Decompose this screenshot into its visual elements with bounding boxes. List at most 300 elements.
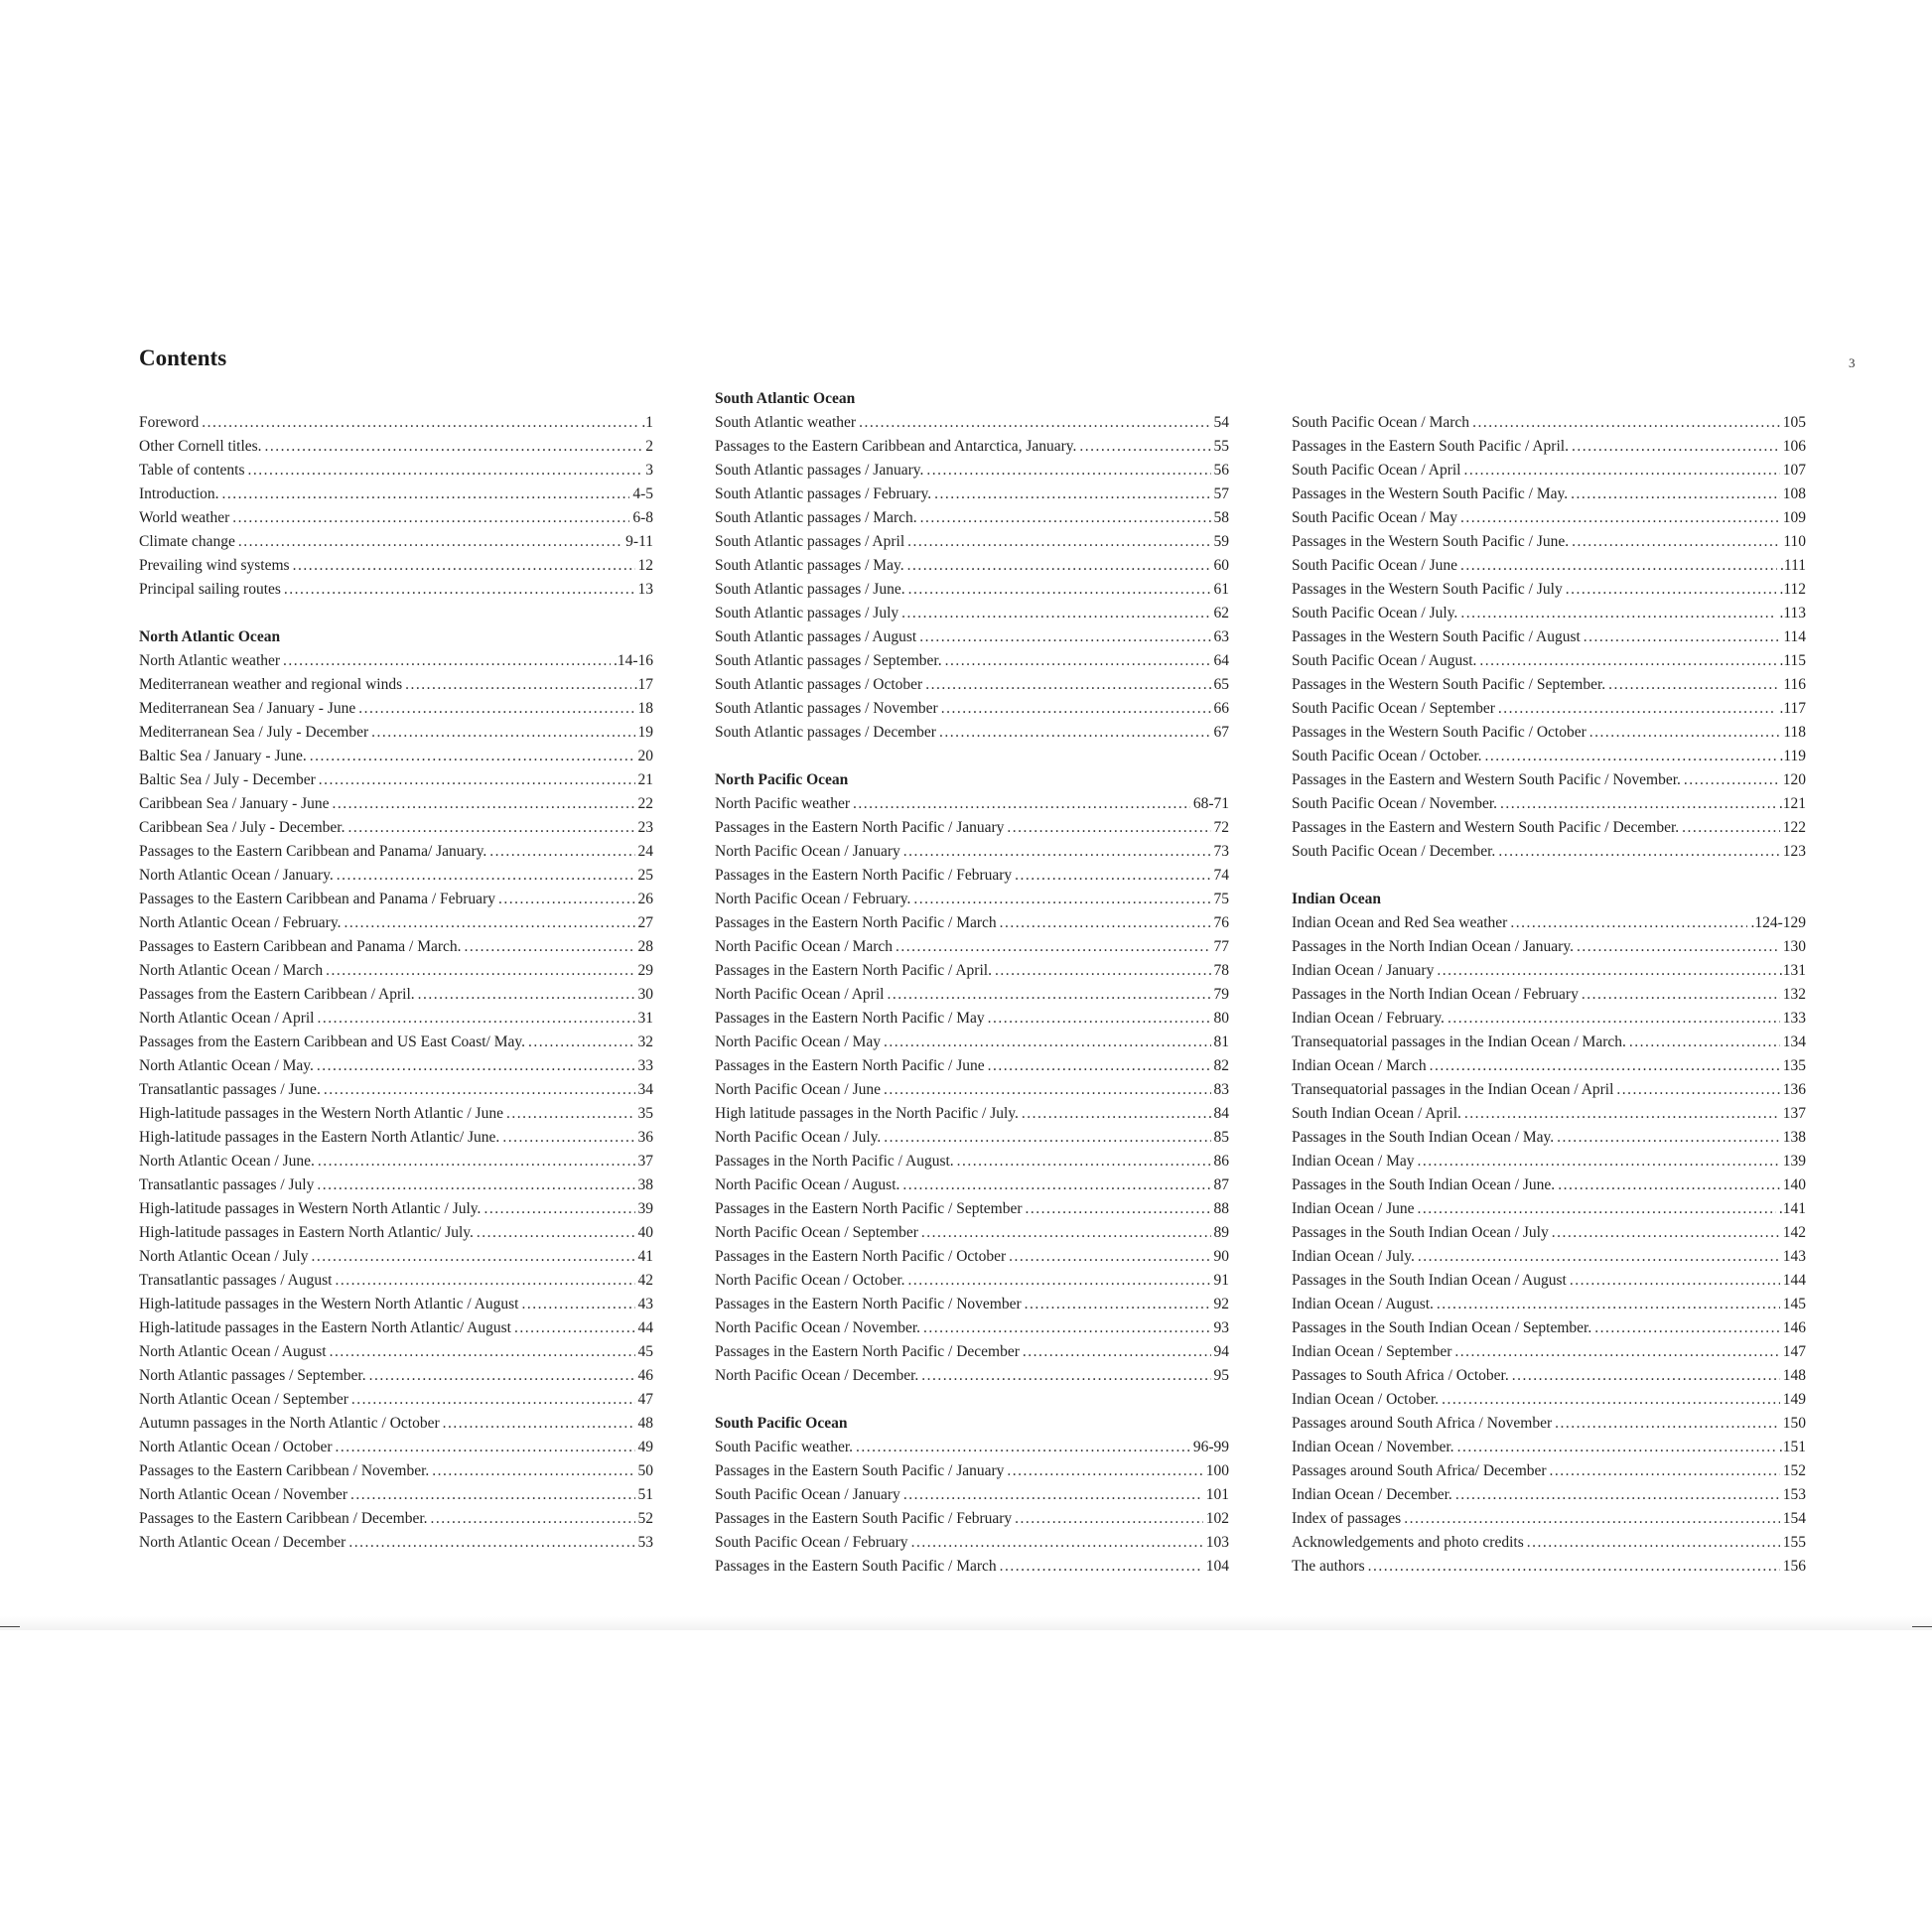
toc-entry[interactable] — [139, 1340, 653, 1364]
toc-entry-page-number: .17 — [633, 676, 653, 693]
toc-entry[interactable] — [715, 983, 1229, 1007]
toc-entry-page-number: 12 — [637, 557, 653, 574]
toc-entry[interactable] — [1292, 506, 1806, 530]
toc-entry[interactable] — [1292, 697, 1806, 721]
toc-entry[interactable] — [715, 1531, 1229, 1555]
dot-leader — [1437, 1293, 1780, 1316]
toc-entry-title: South Pacific Ocean / April — [1292, 462, 1461, 479]
toc-entry[interactable] — [1292, 625, 1806, 649]
section-spacer — [715, 745, 1229, 768]
toc-entry[interactable] — [715, 411, 1229, 435]
toc-entry[interactable] — [1292, 1364, 1806, 1388]
toc-entry[interactable] — [139, 1507, 653, 1531]
toc-entry-title: Passages in the Western South Pacific / August — [1292, 628, 1581, 645]
toc-entry[interactable] — [139, 864, 653, 888]
toc-entry[interactable] — [139, 1316, 653, 1340]
toc-entry-page-number: 6-8 — [632, 509, 653, 526]
toc-entry[interactable] — [139, 1364, 653, 1388]
toc-entry-title: South Atlantic passages / September. — [715, 652, 942, 669]
toc-entry-title: North Pacific Ocean / March — [715, 938, 894, 955]
toc-entry[interactable] — [715, 578, 1229, 602]
toc-entry[interactable] — [139, 459, 653, 483]
toc-entry-page-number: 61 — [1213, 581, 1229, 598]
toc-entry-page-number: 155 — [1782, 1534, 1806, 1551]
dot-leader — [1460, 554, 1777, 578]
toc-entry[interactable] — [715, 530, 1229, 554]
toc-entry[interactable] — [715, 625, 1229, 649]
toc-entry-title: Passages in the Eastern North Pacific / October — [715, 1248, 1007, 1265]
toc-entry-title: North Atlantic Ocean / June. — [139, 1153, 315, 1170]
toc-entry-page-number: .151 — [1778, 1439, 1806, 1455]
toc-entry-page-number: 49 — [637, 1439, 653, 1455]
toc-entry[interactable] — [1292, 792, 1806, 816]
dot-leader — [907, 530, 1210, 554]
toc-entry-title: North Pacific Ocean / January — [715, 843, 900, 860]
toc-entry-title: Passages in the South Indian Ocean / September. — [1292, 1319, 1592, 1336]
toc-entry[interactable] — [1292, 1031, 1806, 1054]
dot-leader — [941, 697, 1211, 721]
dot-leader — [887, 983, 1210, 1007]
toc-entry[interactable] — [139, 1412, 653, 1436]
toc-entry[interactable] — [139, 959, 653, 983]
toc-entry[interactable] — [715, 911, 1229, 935]
toc-entry-title: Passages in the North Indian Ocean / February — [1292, 986, 1579, 1003]
dot-leader — [1460, 602, 1776, 625]
toc-entry[interactable] — [715, 649, 1229, 673]
toc-entry[interactable] — [1292, 1459, 1806, 1483]
toc-entry[interactable] — [139, 721, 653, 745]
toc-entry[interactable] — [715, 840, 1229, 864]
toc-entry[interactable] — [1292, 1150, 1806, 1173]
toc-entry-title: Passages in the Eastern North Pacific / April. — [715, 962, 992, 979]
toc-entry[interactable] — [1292, 1102, 1806, 1126]
toc-entry[interactable] — [1292, 459, 1806, 483]
toc-entry-title: North Atlantic Ocean / February. — [139, 914, 342, 931]
dot-leader — [202, 411, 638, 435]
toc-entry-title: North Pacific Ocean / August. — [715, 1176, 900, 1193]
dot-leader — [1550, 1459, 1780, 1483]
toc-entry[interactable] — [715, 1316, 1229, 1340]
toc-entry[interactable] — [1292, 1173, 1806, 1197]
toc-entry[interactable] — [139, 1078, 653, 1102]
toc-entry[interactable] — [715, 1436, 1229, 1459]
toc-entry[interactable] — [715, 554, 1229, 578]
dot-leader — [311, 1245, 634, 1269]
toc-entry-page-number: 140 — [1782, 1176, 1806, 1193]
toc-entry[interactable] — [139, 1102, 653, 1126]
toc-entry[interactable] — [1292, 768, 1806, 792]
toc-entry-page-number: 29 — [637, 962, 653, 979]
toc-entry[interactable] — [139, 1197, 653, 1221]
toc-entry-title: North Pacific Ocean / December. — [715, 1367, 919, 1384]
dot-leader — [405, 673, 631, 697]
dot-leader — [856, 1436, 1190, 1459]
toc-entry-page-number: 100 — [1205, 1462, 1229, 1479]
toc-entry-page-number: 45 — [637, 1343, 653, 1360]
toc-entry[interactable] — [715, 1078, 1229, 1102]
dot-leader — [431, 1507, 635, 1531]
dot-leader — [1464, 1102, 1780, 1126]
toc-entry-page-number: 30 — [637, 986, 653, 1003]
dot-leader — [1454, 1340, 1779, 1364]
toc-entry[interactable] — [139, 1221, 653, 1245]
dot-leader — [1557, 1126, 1780, 1150]
toc-entry[interactable] — [1292, 745, 1806, 768]
toc-entry[interactable] — [139, 1054, 653, 1078]
toc-entry[interactable] — [715, 888, 1229, 911]
dot-leader — [265, 435, 643, 459]
toc-entry[interactable] — [139, 554, 653, 578]
toc-entry-title: Passages to Eastern Caribbean and Panama / March. — [139, 938, 462, 955]
toc-entry-page-number: 136 — [1782, 1081, 1806, 1098]
toc-entry[interactable] — [139, 1126, 653, 1150]
toc-entry[interactable] — [715, 1054, 1229, 1078]
toc-entry[interactable] — [715, 459, 1229, 483]
toc-entry-title: High-latitude passages in Western North Atlantic / July. — [139, 1200, 482, 1217]
toc-entry-page-number: 138 — [1782, 1129, 1806, 1146]
toc-entry-page-number: 84 — [1213, 1105, 1229, 1122]
toc-entry[interactable] — [139, 1293, 653, 1316]
toc-entry-page-number: 95 — [1213, 1367, 1229, 1384]
toc-entry-title: Other Cornell titles. — [139, 438, 262, 455]
toc-entry-title: Index of passages — [1292, 1510, 1402, 1527]
toc-entry[interactable] — [1292, 1388, 1806, 1412]
toc-entry[interactable] — [715, 1340, 1229, 1364]
toc-entry-page-number: 96-99 — [1192, 1439, 1229, 1455]
toc-entry-title: Passages to the Eastern Caribbean and Antarctica, January. — [715, 438, 1077, 455]
toc-entry-page-number: 79 — [1213, 986, 1229, 1003]
toc-entry-title: Indian Ocean / July. — [1292, 1248, 1415, 1265]
dot-leader — [1007, 816, 1210, 840]
toc-entry[interactable] — [715, 1126, 1229, 1150]
toc-entry[interactable] — [1292, 483, 1806, 506]
toc-entry-title: North Atlantic Ocean / November — [139, 1486, 348, 1503]
toc-entry-page-number: 67 — [1213, 724, 1229, 741]
toc-entry[interactable] — [139, 745, 653, 768]
dot-leader — [336, 1436, 635, 1459]
toc-entry-page-number: 103 — [1205, 1534, 1229, 1551]
toc-entry-title: Passages in the Eastern South Pacific / April. — [1292, 438, 1569, 455]
toc-entry[interactable] — [1292, 816, 1806, 840]
toc-entry-title: Transatlantic passages / July — [139, 1176, 315, 1193]
toc-entry[interactable] — [1292, 673, 1806, 697]
dot-leader — [957, 1150, 1211, 1173]
toc-entry[interactable] — [1292, 1269, 1806, 1293]
toc-entry[interactable] — [715, 1269, 1229, 1293]
toc-entry[interactable] — [715, 602, 1229, 625]
dot-leader — [1500, 792, 1776, 816]
toc-entry-title: Passages in the Western South Pacific / October — [1292, 724, 1587, 741]
toc-entry-page-number: 37 — [637, 1153, 653, 1170]
toc-entry[interactable] — [1292, 1340, 1806, 1364]
toc-entry-title: South Pacific Ocean / July. — [1292, 605, 1458, 621]
toc-entry-page-number: 20 — [637, 748, 653, 764]
toc-entry[interactable] — [139, 1483, 653, 1507]
dot-leader — [1430, 1054, 1780, 1078]
toc-entry-page-number: 23 — [637, 819, 653, 836]
dot-leader — [1608, 673, 1780, 697]
toc-entry-page-number: .141 — [1778, 1200, 1806, 1217]
toc-entry-page-number: 105 — [1782, 414, 1806, 431]
toc-entry-title: Prevailing wind systems — [139, 557, 290, 574]
toc-entry[interactable] — [139, 768, 653, 792]
toc-entry-page-number: .111 — [1780, 557, 1806, 574]
toc-entry[interactable] — [715, 1364, 1229, 1388]
dot-leader — [1460, 506, 1780, 530]
dot-leader — [920, 506, 1211, 530]
toc-entry-page-number: 42 — [637, 1272, 653, 1289]
toc-entry-page-number: .117 — [1779, 700, 1806, 717]
dot-leader — [1437, 959, 1776, 983]
dot-leader — [1629, 1031, 1780, 1054]
toc-entry[interactable] — [1292, 578, 1806, 602]
section-heading: Indian Ocean — [1292, 891, 1382, 907]
toc-entry[interactable] — [715, 1221, 1229, 1245]
toc-entry[interactable] — [715, 1293, 1229, 1316]
toc-entry[interactable] — [1292, 1245, 1806, 1269]
toc-entry[interactable] — [139, 1031, 653, 1054]
toc-entry-title: South Pacific Ocean / December. — [1292, 843, 1496, 860]
dot-leader — [369, 1364, 635, 1388]
toc-entry[interactable] — [715, 792, 1229, 816]
toc-entry[interactable] — [139, 1388, 653, 1412]
toc-entry[interactable] — [139, 1245, 653, 1269]
toc-entry-title: South Pacific Ocean / June — [1292, 557, 1458, 574]
toc-entry-page-number: 107 — [1782, 462, 1806, 479]
toc-entry[interactable] — [1292, 602, 1806, 625]
toc-entry[interactable] — [1292, 1412, 1806, 1436]
toc-entry-page-number: 92 — [1213, 1296, 1229, 1312]
dot-leader — [337, 864, 635, 888]
toc-entry[interactable] — [1292, 1293, 1806, 1316]
toc-entry-title: North Pacific Ocean / February. — [715, 891, 911, 907]
dot-leader — [1584, 625, 1781, 649]
toc-entry[interactable] — [715, 697, 1229, 721]
toc-entry-page-number: 153 — [1782, 1486, 1806, 1503]
toc-entry-page-number: 57 — [1213, 485, 1229, 502]
toc-entry-title: North Atlantic Ocean / May. — [139, 1057, 314, 1074]
toc-entry[interactable] — [1292, 530, 1806, 554]
toc-entry[interactable] — [715, 1245, 1229, 1269]
dot-leader — [498, 888, 635, 911]
toc-entry-page-number: 122 — [1782, 819, 1806, 836]
dot-leader — [1485, 745, 1777, 768]
toc-entry[interactable] — [715, 1483, 1229, 1507]
toc-entry-title: South Pacific Ocean / March — [1292, 414, 1470, 431]
toc-entry-page-number: 66 — [1213, 700, 1229, 717]
toc-entry-page-number: .1 — [641, 414, 653, 431]
dot-leader — [465, 935, 635, 959]
toc-entry[interactable] — [715, 1197, 1229, 1221]
dot-leader — [326, 959, 634, 983]
toc-entry[interactable] — [1292, 959, 1806, 983]
toc-entry[interactable] — [715, 673, 1229, 697]
toc-entry[interactable] — [1292, 1221, 1806, 1245]
toc-entry-title: Introduction. — [139, 485, 219, 502]
toc-entry-page-number: 4-5 — [632, 485, 653, 502]
toc-entry[interactable] — [1292, 1078, 1806, 1102]
toc-entry-title: Passages in the Eastern North Pacific / February — [715, 867, 1013, 884]
toc-entry[interactable] — [139, 1007, 653, 1031]
toc-entry-title: Transatlantic passages / August — [139, 1272, 333, 1289]
toc-entry[interactable] — [1292, 1126, 1806, 1150]
toc-entry[interactable] — [715, 1031, 1229, 1054]
toc-entry-page-number: 114 — [1783, 628, 1806, 645]
toc-entry-page-number: 59 — [1213, 533, 1229, 550]
toc-entry-page-number: 26 — [637, 891, 653, 907]
toc-entry[interactable] — [715, 1459, 1229, 1483]
toc-entry-page-number: 43 — [637, 1296, 653, 1312]
toc-entry[interactable] — [139, 888, 653, 911]
toc-entry-title: Mediterranean Sea / July - December — [139, 724, 369, 741]
toc-entry[interactable] — [139, 673, 653, 697]
dot-leader — [347, 816, 634, 840]
dot-leader — [318, 1150, 635, 1173]
toc-entry[interactable] — [139, 697, 653, 721]
dot-leader — [1558, 1173, 1780, 1197]
dot-leader — [1404, 1507, 1780, 1531]
toc-entry-page-number: 109 — [1782, 509, 1806, 526]
toc-entry[interactable] — [715, 1150, 1229, 1173]
toc-entry[interactable] — [139, 435, 653, 459]
toc-entry[interactable] — [715, 435, 1229, 459]
toc-entry[interactable] — [139, 816, 653, 840]
toc-entry-page-number: 93 — [1213, 1319, 1229, 1336]
toc-entry[interactable] — [1292, 911, 1806, 935]
toc-entry[interactable] — [1292, 1007, 1806, 1031]
toc-entry[interactable] — [1292, 983, 1806, 1007]
toc-entry[interactable] — [1292, 554, 1806, 578]
toc-entry[interactable] — [139, 935, 653, 959]
toc-entry-page-number: 82 — [1213, 1057, 1229, 1074]
dot-leader — [293, 554, 635, 578]
toc-entry[interactable] — [1292, 411, 1806, 435]
dot-leader — [1594, 1316, 1780, 1340]
toc-entry[interactable] — [1292, 1531, 1806, 1555]
toc-entry[interactable] — [139, 1269, 653, 1293]
toc-entry[interactable] — [1292, 1436, 1806, 1459]
toc-entry[interactable] — [139, 578, 653, 602]
toc-entry[interactable] — [139, 792, 653, 816]
toc-entry-title: South Atlantic passages / November — [715, 700, 938, 717]
toc-entry[interactable] — [1292, 935, 1806, 959]
toc-entry-page-number: 68-71 — [1192, 795, 1229, 812]
dot-leader — [319, 768, 635, 792]
toc-entry[interactable] — [139, 840, 653, 864]
toc-entry-title: Indian Ocean / October. — [1292, 1391, 1440, 1408]
toc-entry[interactable] — [715, 1007, 1229, 1031]
toc-entry[interactable] — [139, 983, 653, 1007]
toc-entry-title: South Atlantic passages / March. — [715, 509, 917, 526]
toc-entry[interactable] — [715, 506, 1229, 530]
toc-entry[interactable] — [715, 864, 1229, 888]
toc-entry[interactable] — [139, 649, 653, 673]
dot-leader — [995, 959, 1211, 983]
toc-entry[interactable] — [1292, 1316, 1806, 1340]
dot-leader — [1022, 1102, 1211, 1126]
toc-entry[interactable] — [139, 911, 653, 935]
toc-entry[interactable] — [1292, 1197, 1806, 1221]
toc-entry-title: South Atlantic passages / February. — [715, 485, 932, 502]
toc-entry[interactable] — [1292, 840, 1806, 864]
dot-leader — [317, 1054, 635, 1078]
toc-entry-title: North Atlantic Ocean / September — [139, 1391, 348, 1408]
toc-entry[interactable] — [715, 959, 1229, 983]
toc-entry[interactable] — [1292, 649, 1806, 673]
toc-entry-title: Passages in the Eastern South Pacific / March — [715, 1558, 997, 1575]
toc-entry-title: Passages in the Eastern North Pacific / November — [715, 1296, 1022, 1312]
dot-leader — [945, 649, 1211, 673]
toc-entry-title: Passages to South Africa / October. — [1292, 1367, 1509, 1384]
toc-entry-page-number: 142 — [1782, 1224, 1806, 1241]
toc-entry-page-number: .124-129 — [1750, 914, 1806, 931]
toc-entry-page-number: 41 — [637, 1248, 653, 1265]
toc-entry-page-number: 85 — [1213, 1129, 1229, 1146]
toc-entry[interactable] — [1292, 435, 1806, 459]
toc-entry[interactable] — [1292, 1054, 1806, 1078]
toc-entry[interactable] — [139, 1150, 653, 1173]
dot-leader — [358, 697, 634, 721]
toc-entry[interactable] — [1292, 1555, 1806, 1579]
toc-entry[interactable] — [139, 1173, 653, 1197]
toc-entry[interactable] — [1292, 1507, 1806, 1531]
dot-leader — [324, 1078, 635, 1102]
dot-leader — [913, 888, 1210, 911]
dot-leader — [1000, 911, 1211, 935]
toc-entry[interactable] — [139, 1436, 653, 1459]
dot-leader — [1442, 1388, 1780, 1412]
toc-entry[interactable] — [139, 1459, 653, 1483]
toc-entry-title: Indian Ocean / September — [1292, 1343, 1452, 1360]
toc-entry[interactable] — [715, 483, 1229, 506]
toc-entry[interactable] — [139, 506, 653, 530]
toc-entry[interactable] — [715, 816, 1229, 840]
toc-entry-page-number: .131 — [1778, 962, 1806, 979]
dot-leader — [1498, 840, 1779, 864]
dot-leader — [939, 721, 1211, 745]
toc-entry[interactable] — [715, 1507, 1229, 1531]
toc-entry-page-number: 53 — [637, 1534, 653, 1551]
dot-leader — [1571, 483, 1780, 506]
dot-leader — [1079, 435, 1210, 459]
toc-entry-title: North Atlantic passages / September. — [139, 1367, 366, 1384]
toc-entry-page-number: 81 — [1213, 1034, 1229, 1050]
toc-entry[interactable] — [1292, 1483, 1806, 1507]
toc-entry[interactable] — [139, 1531, 653, 1555]
toc-entry[interactable] — [715, 1173, 1229, 1197]
toc-entry-title: Passages from the Eastern Caribbean / April. — [139, 986, 415, 1003]
toc-entry[interactable] — [715, 1102, 1229, 1126]
dot-leader — [902, 1173, 1210, 1197]
toc-entry-page-number: 33 — [637, 1057, 653, 1074]
dot-leader — [1566, 578, 1777, 602]
dot-leader — [1448, 1007, 1780, 1031]
toc-entry[interactable] — [139, 411, 653, 435]
toc-entry-title: Indian Ocean / August. — [1292, 1296, 1434, 1312]
dot-leader — [988, 1054, 1211, 1078]
toc-entry-page-number: 87 — [1213, 1176, 1229, 1193]
toc-entry-page-number: 152 — [1782, 1462, 1806, 1479]
toc-entry[interactable] — [139, 483, 653, 506]
toc-entry[interactable] — [715, 1555, 1229, 1579]
toc-entry[interactable] — [715, 721, 1229, 745]
toc-entry[interactable] — [139, 530, 653, 554]
dot-leader — [926, 459, 1210, 483]
toc-entry-title: South Pacific Ocean / October. — [1292, 748, 1482, 764]
toc-entry-page-number: 18 — [637, 700, 653, 717]
toc-entry[interactable] — [715, 935, 1229, 959]
toc-entry[interactable] — [1292, 721, 1806, 745]
